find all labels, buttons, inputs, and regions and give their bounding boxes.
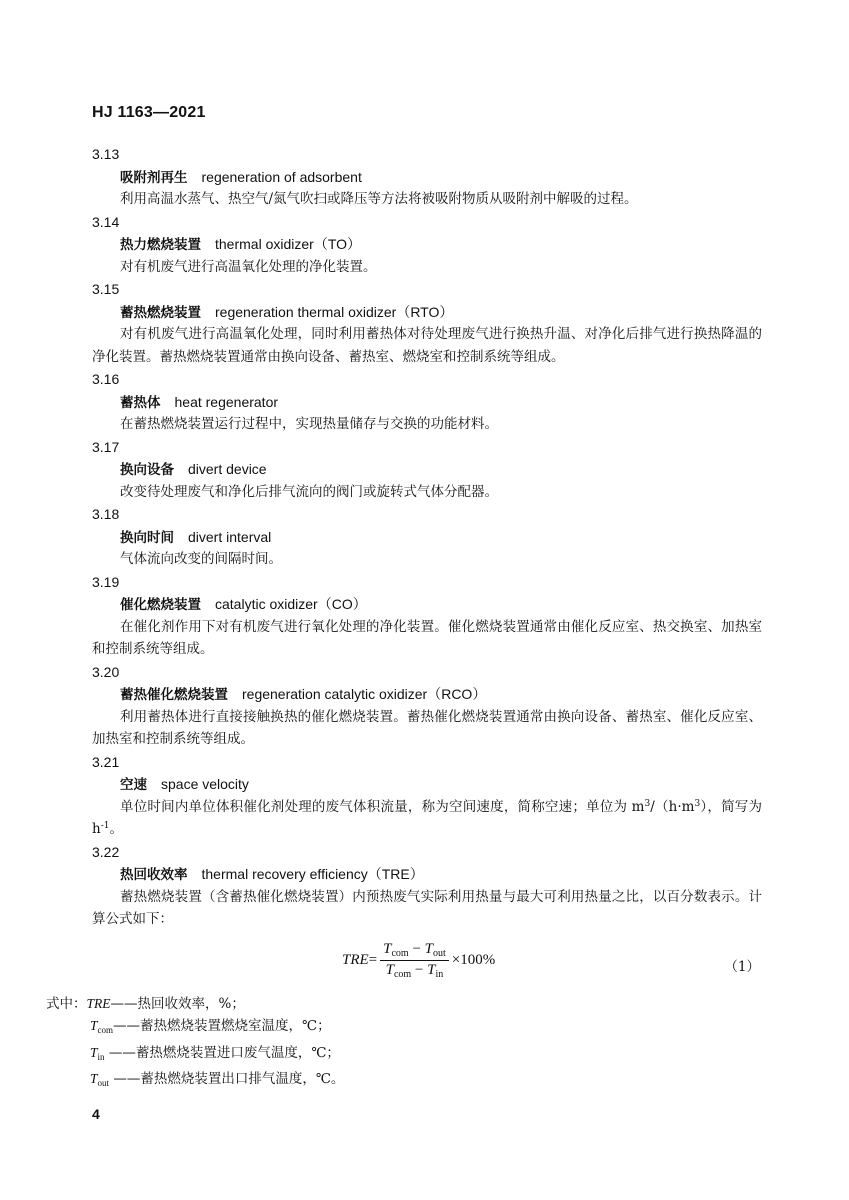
term-zh: 空速 [120,777,147,793]
clause-number: 3.20 [92,663,120,680]
term-definition: 改变待处理废气和净化后排气流向的阀门或旋转式气体分配器。 [120,483,498,500]
legend-desc: ——蓄热燃烧装置进口废气温度，℃； [104,1044,340,1061]
term-definition: 利用蓄热体进行直接接触换热的催化燃烧装置。蓄热催化燃烧装置通常由换向设备、蓄热室、催化反应室、加热室和控制系统等组成。 [92,708,762,747]
term-title [92,458,762,481]
term-definition: 利用高温水蒸气、热空气/氮气吹扫或降压等方法将被吸附物质从吸附剂中解吸的过程。 [120,191,638,207]
clause-number: 3.17 [92,438,120,455]
formula-lhs: TRE [342,951,369,968]
legend-symbol: T [90,1071,98,1086]
superscript: 3 [644,798,651,809]
legend-symbol: T [90,1018,98,1033]
clause-number: 3.19 [92,573,120,590]
term-title [92,233,762,256]
clause-number: 3.15 [92,281,120,297]
var-t: T [383,940,392,957]
denominator [383,961,447,980]
term-zh: 换向时间 [120,529,174,546]
term-en: space velocity [161,776,249,792]
subscript: in [435,968,444,980]
legend-item [46,1015,716,1042]
term-en: divert interval [188,528,272,545]
term-title [92,166,762,189]
definition-text: 。 [109,821,123,837]
var-t: T [427,961,436,978]
term-zh: 换向设备 [120,462,174,478]
term-definition: 对有机废气进行高温氧化处理的净化装置。 [120,258,377,275]
legend-subscript: com [97,1025,114,1035]
equation-number: （1） [724,958,760,975]
term-entry-3-22 [92,841,762,931]
term-en: thermal recovery efficiency（TRE） [201,866,424,882]
minus-sign: − [411,961,428,978]
minus-sign: − [408,940,425,957]
var-t: T [385,961,394,978]
subscript: com [391,947,409,959]
term-en: thermal oxidizer（TO） [215,236,362,252]
term-entry-3-13 [92,143,762,211]
clause-number: 3.14 [92,213,120,230]
standard-code: HJ 1163—2021 [92,104,206,121]
term-definition: 蓄热燃烧装置（含蓄热催化燃烧装置）内预热废气实际利用热量与最大可利用热量之比，以百分数表示。计算公式如下： [92,888,762,927]
term-definition: 在蓄热燃烧装置运行过程中，实现热量储存与交换的功能材料。 [120,416,498,432]
term-zh: 热回收效率 [120,867,188,883]
legend-item [46,993,716,1016]
legend-symbol: T [90,1044,98,1060]
legend-item [46,1042,716,1069]
superscript: -1 [100,821,110,831]
legend-subscript: in [97,1051,105,1062]
legend-prefix: 式中： [46,995,87,1012]
legend-desc: ——蓄热燃烧装置出口排气温度，℃。 [109,1071,345,1087]
term-definition: 对有机废气进行高温氧化处理，同时利用蓄热体对待处理废气进行换热升温、对净化后排气进行换热降温的净化装置。蓄热燃烧装置通常由换向设备、蓄热室、燃烧室和控制系统等组成。 [92,326,762,365]
term-zh: 吸附剂再生 [120,169,188,186]
term-entry-3-15 [92,278,762,368]
term-en: divert device [188,461,267,477]
superscript: 3 [694,798,701,809]
legend-item [46,1068,716,1095]
term-title [92,526,762,549]
formula-legend [46,993,716,1095]
document-body [46,143,763,1095]
term-title [92,683,762,706]
times-100-percent: ×100% [451,951,496,968]
term-en: catalytic oxidizer（CO） [215,596,367,612]
term-title [92,301,762,324]
clause-number: 3.18 [92,506,120,522]
subscript: out [433,947,446,959]
equals-sign: = [368,951,378,968]
term-zh: 热力燃烧装置 [120,237,201,253]
tre-formula [342,941,495,980]
legend-symbol: TRE [86,995,111,1011]
term-en: heat regenerator [174,393,279,410]
term-entry-3-20 [92,661,762,751]
legend-desc: ——热回收效率，%； [110,995,245,1012]
definition-text: ），简写为 h [92,798,763,837]
definition-text: /（h·m [650,798,695,815]
term-title [92,593,762,616]
term-entry-3-17 [92,436,762,504]
term-title [92,863,762,886]
clause-number: 3.16 [92,371,120,387]
definition-text: 单位时间内单位体积催化剂处理的废气体积流量，称为空间速度，简称空速；单位为 m [120,798,645,815]
term-zh: 蓄热燃烧装置 [120,304,201,321]
term-definition: 在催化剂作用下对有机废气进行氧化处理的净化装置。催化燃烧装置通常由催化反应室、热交换室、加热室和控制系统等组成。 [92,618,762,657]
equation-1 [92,937,762,993]
term-zh: 催化燃烧装置 [120,597,201,613]
clause-number: 3.22 [92,843,120,860]
legend-subscript: out [97,1078,110,1088]
var-t: T [424,940,434,957]
term-entry-3-21 [92,751,762,841]
term-zh: 蓄热体 [120,394,161,411]
term-en: regeneration thermal oxidizer（RTO） [215,303,454,320]
term-en: regeneration of adsorbent [201,168,362,185]
header-rule [92,128,757,129]
clause-number: 3.21 [92,753,120,770]
fraction [380,941,449,980]
term-zh: 蓄热催化燃烧装置 [120,687,228,703]
term-en: regeneration catalytic oxidizer（RCO） [242,686,487,702]
page-number: 4 [92,1106,100,1122]
clause-number: 3.13 [92,146,120,162]
subscript: com [393,968,412,980]
term-entry-3-19 [92,571,762,661]
term-definition: 气体流向改变的间隔时间。 [120,551,282,567]
term-entry-3-14 [92,211,762,279]
legend-desc: ——蓄热燃烧装置燃烧室温度，℃； [113,1018,331,1034]
numerator [380,941,449,961]
term-title [92,773,762,796]
term-title [92,391,762,414]
term-entry-3-18 [92,503,762,571]
term-definition [92,796,762,841]
term-entry-3-16 [92,368,762,436]
